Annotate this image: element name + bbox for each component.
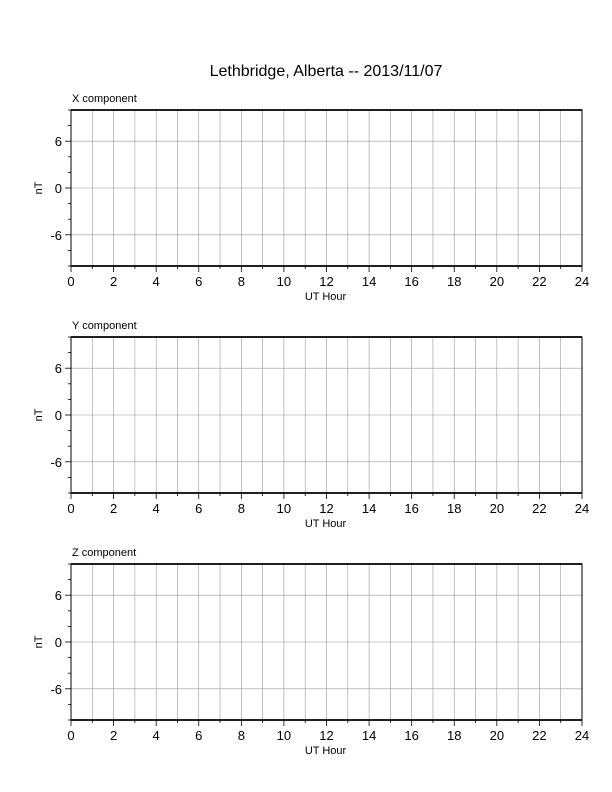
x-tick-label: 14 [361, 501, 377, 516]
x-tick-label: 14 [361, 274, 377, 289]
x-tick-label: 22 [532, 728, 547, 743]
x-tick-label: 6 [195, 274, 203, 289]
x-tick-label: 10 [276, 501, 292, 516]
x-tick-label: 16 [404, 274, 419, 289]
y-tick-label: 0 [54, 408, 62, 423]
y-tick-label: 0 [54, 635, 62, 650]
figure-title: Lethbridge, Alberta -- 2013/11/07 [209, 63, 443, 80]
x-tick-label: 8 [237, 274, 245, 289]
x-tick-label: 0 [67, 728, 75, 743]
x-tick-label: 2 [109, 728, 118, 743]
x-tick-label: 4 [152, 728, 160, 743]
x-tick-label: 16 [404, 501, 419, 516]
x-tick-label: 4 [152, 274, 160, 289]
y-axis-label: nT [33, 635, 45, 649]
x-tick-label: 4 [152, 501, 160, 516]
x-tick-label: 2 [109, 501, 118, 516]
x-tick-label: 2 [109, 274, 118, 289]
x-tick-label: 24 [574, 728, 590, 743]
x-tick-label: 24 [574, 501, 590, 516]
y-axis-label: nT [33, 408, 45, 422]
chart-panel-1 [33, 93, 589, 303]
x-tick-label: 22 [532, 274, 547, 289]
x-tick-label: 20 [489, 274, 505, 289]
x-tick-label: 18 [447, 501, 462, 516]
x-tick-label: 14 [361, 728, 377, 743]
x-axis-label: UT Hour [304, 518, 347, 530]
chart-panel-3 [33, 547, 589, 757]
x-tick-label: 16 [404, 728, 419, 743]
y-tick-label: -6 [50, 681, 62, 697]
x-tick-label: 6 [195, 728, 203, 743]
y-tick-label: 6 [54, 588, 62, 604]
x-tick-label: 10 [276, 274, 292, 289]
y-axis-label: nT [33, 181, 45, 195]
x-tick-label: 8 [237, 501, 245, 516]
x-tick-label: 18 [447, 274, 462, 289]
x-axis-label: UT Hour [304, 745, 347, 757]
x-tick-label: 0 [67, 501, 75, 516]
x-axis-label: UT Hour [304, 291, 347, 303]
x-tick-label: 18 [447, 728, 462, 743]
panel-title: Z component [72, 547, 137, 559]
x-tick-label: 12 [319, 728, 334, 743]
x-tick-label: 8 [237, 728, 245, 743]
chart-panel-2 [33, 320, 589, 530]
x-tick-label: 10 [276, 728, 292, 743]
x-tick-label: 12 [319, 501, 334, 516]
panel-title: Y component [72, 320, 137, 332]
x-tick-label: 20 [489, 501, 505, 516]
x-tick-label: 24 [574, 274, 590, 289]
x-tick-label: 0 [67, 274, 75, 289]
x-tick-label: 12 [319, 274, 334, 289]
y-tick-label: -6 [50, 227, 62, 243]
x-tick-label: 20 [489, 728, 505, 743]
y-tick-label: 0 [54, 181, 62, 196]
x-tick-label: 6 [195, 501, 203, 516]
y-tick-label: 6 [54, 134, 62, 150]
y-tick-label: -6 [50, 454, 62, 470]
panel-title: X component [72, 93, 137, 105]
x-tick-label: 22 [532, 501, 547, 516]
y-tick-label: 6 [54, 361, 62, 377]
